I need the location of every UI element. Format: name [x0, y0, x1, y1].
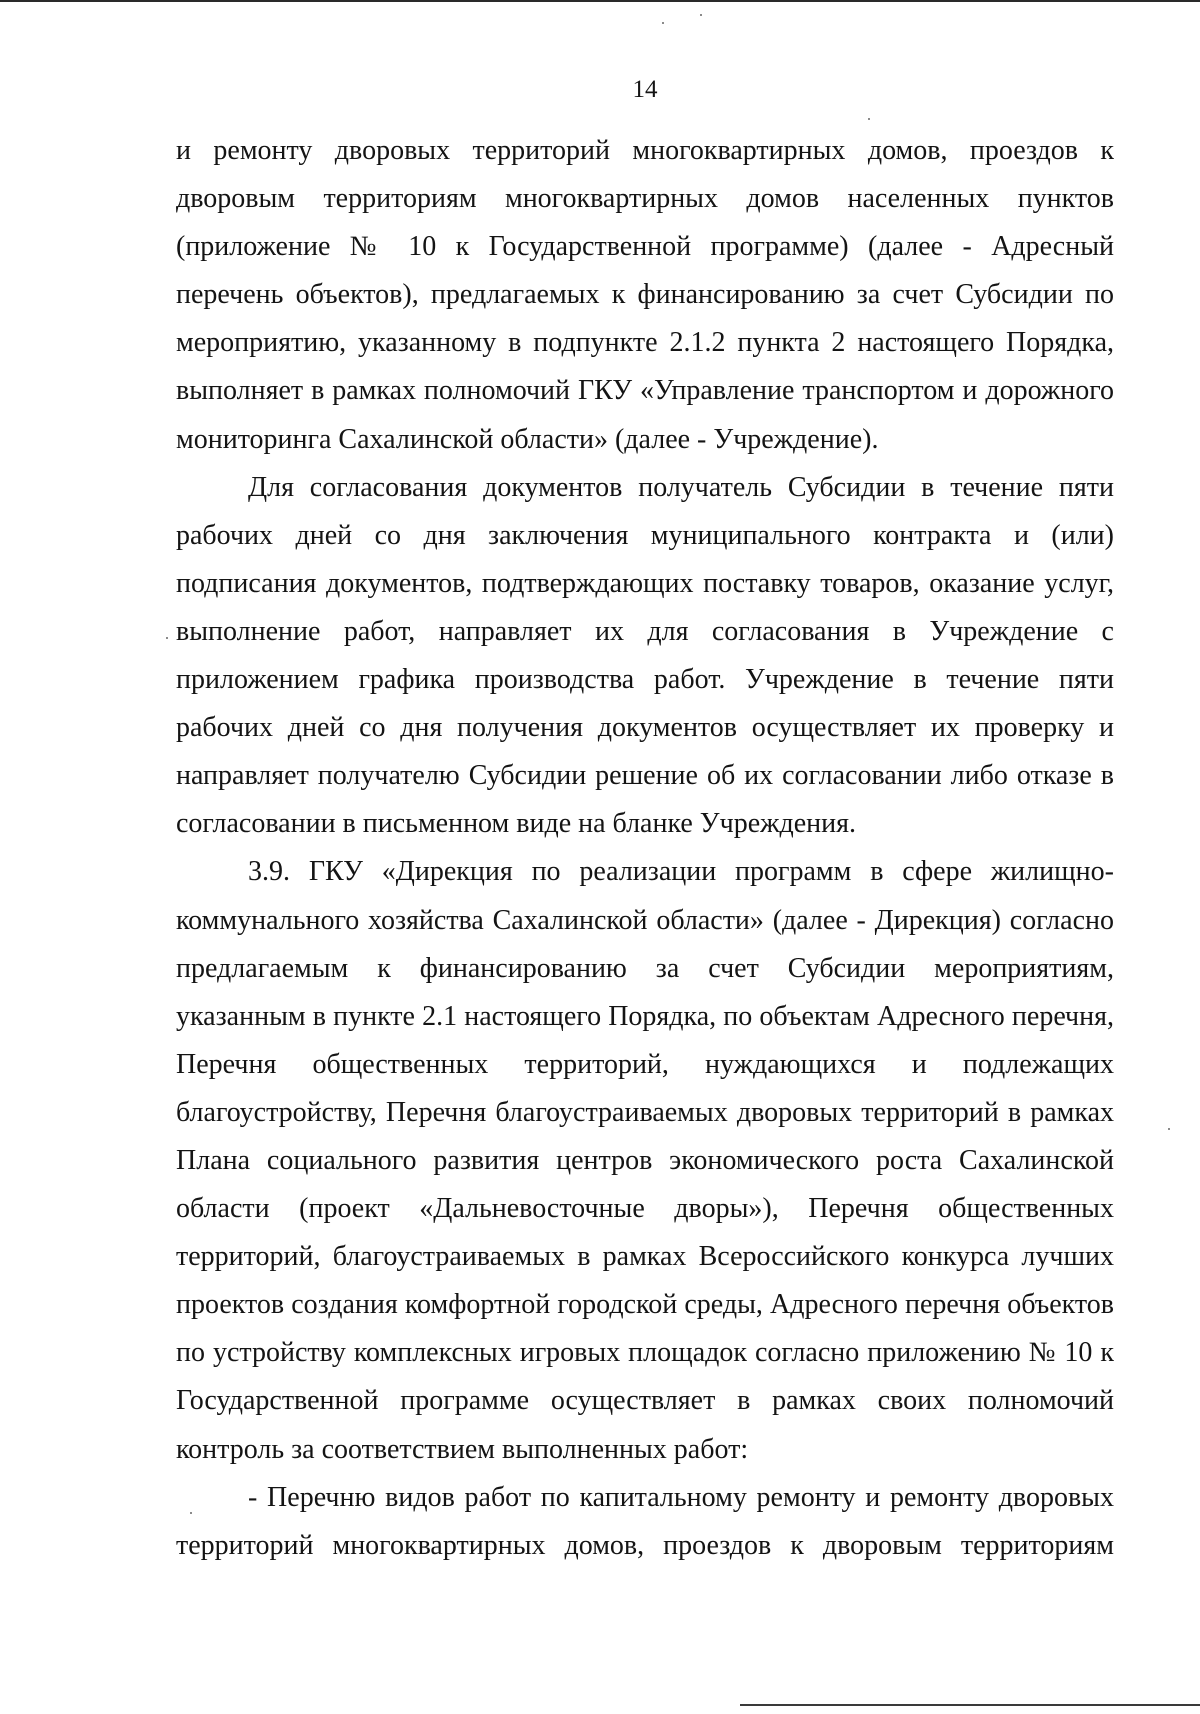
- paragraph-approval: Для согласования документов получатель Субсидии в течение пяти рабочих дней со дня заключения муниципального контракта и (или) подписания документов, подтверждающих поставку товаров, оказание услуг, выполнение работ, направляет их для согласования в Учреждение с приложением графика производства работ. Учреждение в течение пяти рабочих дней со дня получения документов осуществляет их проверку и направляет получателю Субсидии решение об их согласовании либо отказе в согласовании в письменном виде на бланке Учреждения.: [176, 471, 1114, 840]
- scan-speck: [166, 637, 168, 639]
- scan-speck: [1168, 1128, 1170, 1130]
- scan-speck: [868, 118, 870, 120]
- document-body: [176, 127, 1114, 1570]
- paragraph-clause-3-9: 3.9. ГКУ «Дирекция по реализации программ в сфере жилищно-коммунального хозяйства Сахалинской области» (далее - Дирекция) согласно предлагаемым к финансированию за счет Субсидии мероприятиям, указанным в пункте 2.1 настоящего Порядка, по объектам Адресного перечня, Перечня общественных территорий, нуждающихся и подлежащих благоустройству, Перечня благоустраиваемых дворовых территорий в рамках Плана социального развития центров экономического роста Сахалинской области (проект «Дальневосточные дворы»), Перечня общественных территорий, благоустраиваемых в рамках Всероссийского конкурса лучших проектов создания комфортной городской среды, Адресного перечня объектов по устройству комплексных игровых площадок согласно приложению № 10 к Государственной программе осуществляет в рамках своих полномочий контроль за соответствием выполненных работ:: [176, 856, 1114, 1465]
- page-number: 14: [632, 76, 658, 103]
- scan-speck: [700, 14, 702, 16]
- paragraph-list-item: - Перечню видов работ по капитальному ремонту и ремонту дворовых территорий многоквартирных домов, проездов к дворовым территориям: [176, 1481, 1114, 1561]
- scan-edge-top: [0, 0, 1200, 2]
- paragraph-continuation: и ремонту дворовых территорий многоквартирных домов, проездов к дворовым территориям многоквартирных домов населенных пунктов (приложение № 10 к Государственной программе) (далее - Адресный перечень объектов), предлагаемых к финансированию за счет Субсидии по мероприятию, указанному в подпункте 2.1.2 пункта 2 настоящего Порядка, выполняет в рамках полномочий ГКУ «Управление транспортом и дорожного мониторинга Сахалинской области» (далее - Учреждение).: [176, 135, 1114, 455]
- scan-speck: [662, 22, 664, 24]
- scan-edge-bottom: [740, 1704, 1200, 1706]
